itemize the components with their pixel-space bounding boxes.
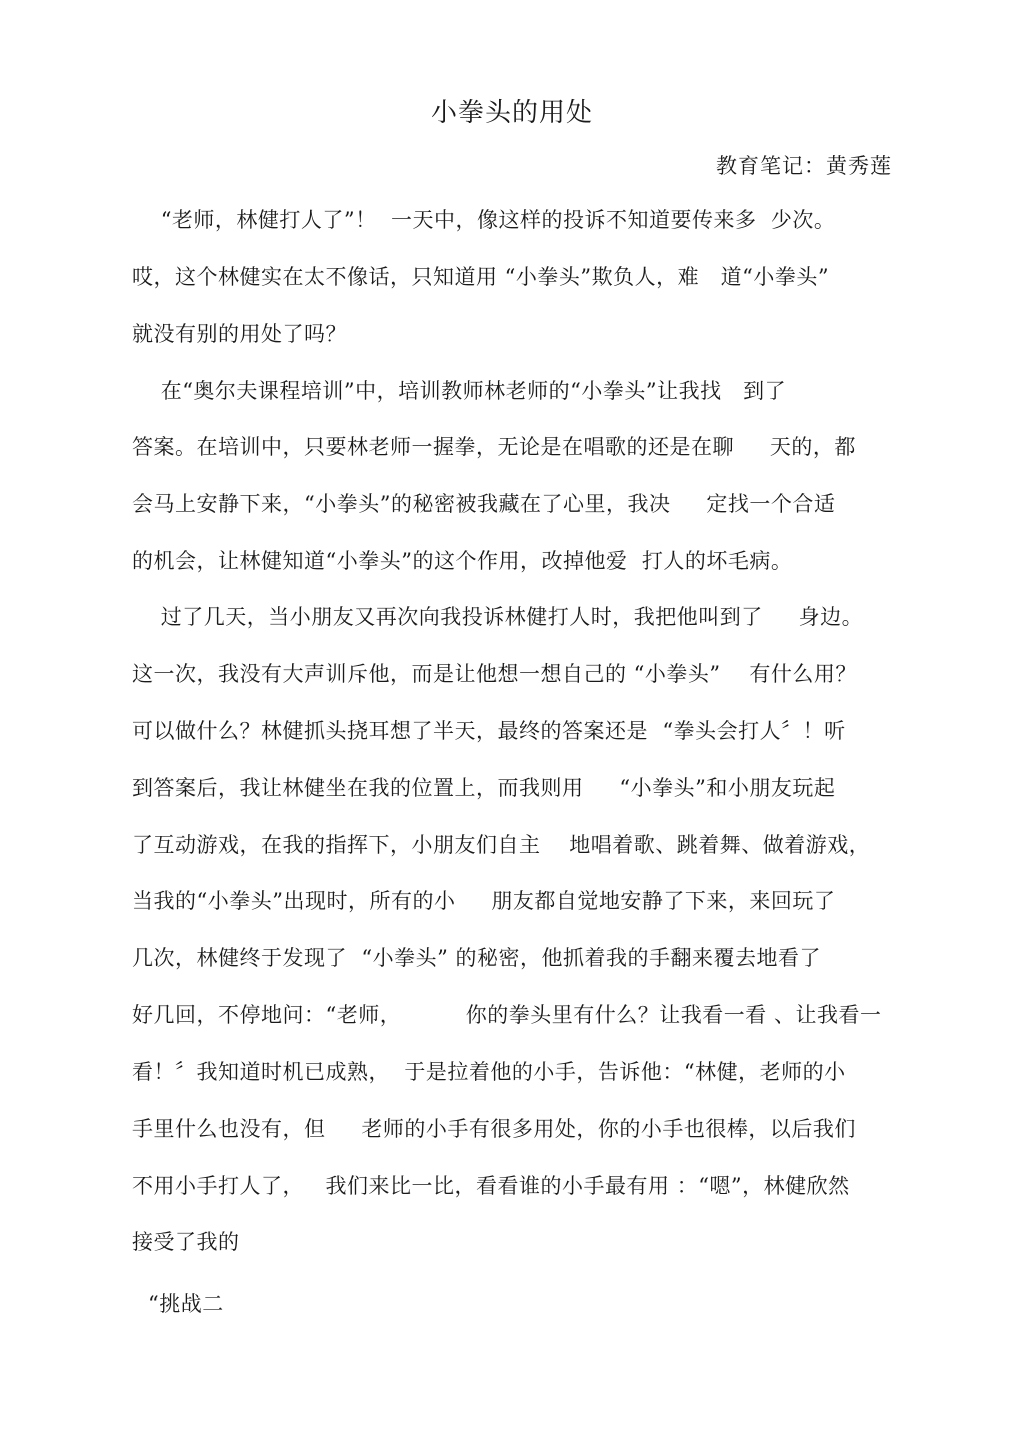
body-line: 好几回，不停地问：“老师， 你的拳头里有什么？让我看一看 、让我看一 [132, 1003, 882, 1027]
body-line: 当我的“小拳头”出现时，所有的小 朋友都自觉地安静了下来，来回玩了 [132, 889, 836, 913]
body-line: 过了几天，当小朋友又再次向我投诉林健打人时，我把他叫到了 身边。 [132, 605, 864, 629]
body-line: 这一次，我没有大声训斥他，而是让他想一想自己的 “小拳头” 有什么用？ [132, 662, 857, 686]
body-line: 会马上安静下来，“小拳头”的秘密被我藏在了心里，我决 定找一个合适 [132, 492, 836, 516]
body-line: 到答案后，我让林健坐在我的位置上，而我则用 “小拳头”和小朋友玩起 [132, 776, 836, 800]
body-line: “老师，林健打人了”！ 一天中，像这样的投诉不知道要传来多 少次。 [132, 208, 836, 232]
body-line: 就没有别的用处了吗？ [132, 322, 347, 346]
body-line: “挑战二 [148, 1292, 224, 1316]
body-line: 不用小手打人了， 我们来比一比，看看谁的小手最有用 ：“嗯”，林健欣然 [132, 1174, 850, 1198]
body-line: 可以做什么？林健抓头挠耳想了半天，最终的答案还是 “拳头会打人〞！听 [132, 719, 846, 743]
body-line: 几次，林健终于发现了 “小拳头” 的秘密，他抓着我的手翻来覆去地看了 [132, 946, 821, 970]
body-line: 哎，这个林健实在太不像话，只知道用 “小拳头”欺负人，难 道“小拳头” [132, 265, 830, 289]
body-line: 在“奥尔夫课程培训”中，培训教师林老师的“小拳头”让我找 到了 [132, 379, 787, 403]
body-line: 手里什么也没有，但 老师的小手有很多用处，你的小手也很棒，以后我们 [132, 1117, 856, 1141]
body-line: 的机会，让林健知道“小拳头”的这个作用，改掉他爱 打人的坏毛病。 [132, 549, 793, 573]
body-line: 看！〞我知道时机已成熟， 于是拉着他的小手，告诉他：“林健，老师的小 [132, 1060, 846, 1084]
document-title: 小拳头的用处 [430, 98, 593, 128]
body-line: 答案。在培训中，只要林老师一握拳，无论是在唱歌的还是在聊 天的，都 [132, 435, 856, 459]
author-line: 教育笔记：黄秀莲 [716, 154, 892, 178]
body-line: 了互动游戏，在我的指挥下，小朋友们自主 地唱着歌、跳着舞、做着游戏， [132, 833, 871, 857]
body-line: 接受了我的 [132, 1230, 240, 1254]
